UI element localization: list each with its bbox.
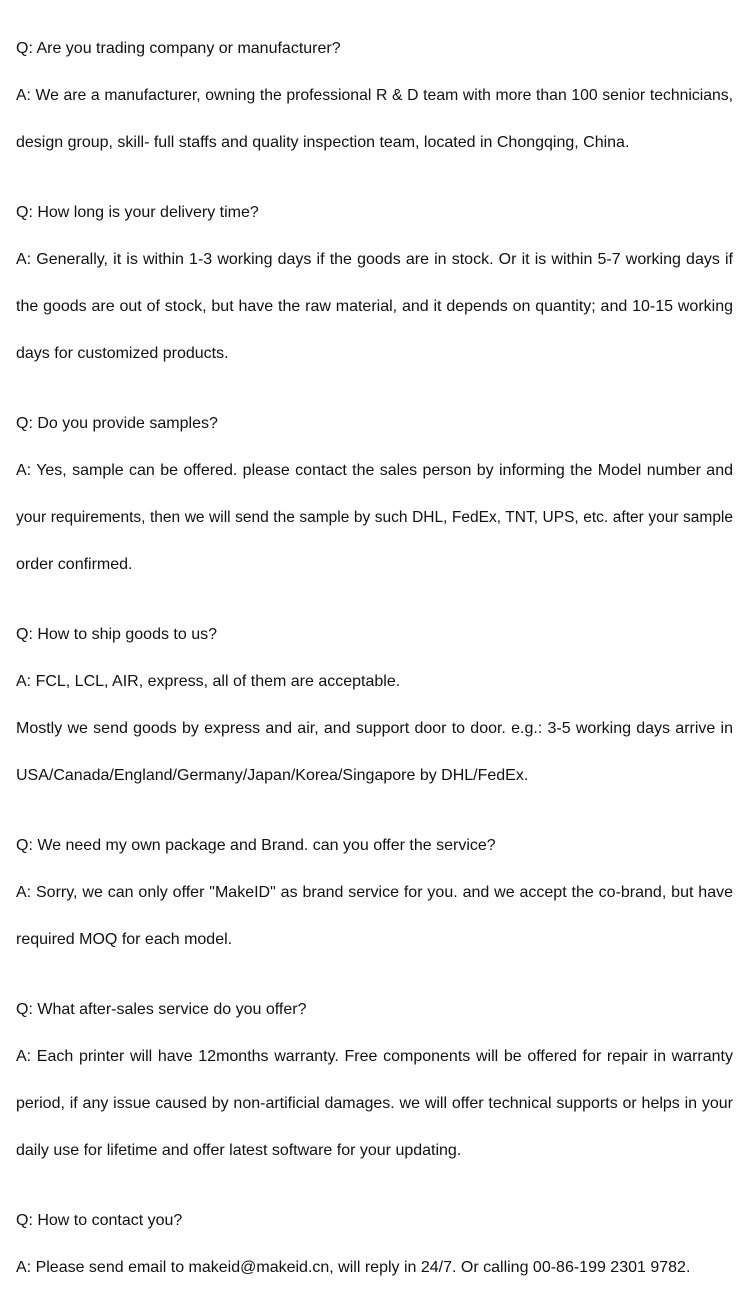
faq-section	[16, 400, 733, 588]
faq-question: Q: How to ship goods to us?	[16, 626, 217, 643]
faq-answer-line: period, if any issue caused by non-artificial damages. we will offer technical supports or helps in your	[16, 1095, 733, 1112]
faq-question: Q: Are you trading company or manufacturer?	[16, 40, 341, 57]
faq-answer-line: required MOQ for each model.	[16, 931, 233, 948]
faq-answer-line: Mostly we send goods by express and air, and support door to door. e.g.: 3-5 working days arrive in	[16, 720, 733, 737]
faq-section	[16, 25, 733, 166]
faq-answer-line: A: Generally, it is within 1-3 working days if the goods are in stock. Or it is within 5-7 working days if	[16, 251, 733, 268]
faq-answer-line: USA/Canada/England/Germany/Japan/Korea/Singapore by DHL/FedEx.	[16, 767, 529, 784]
faq-question: Q: How to contact you?	[16, 1212, 183, 1229]
faq-question: Q: We need my own package and Brand. can you offer the service?	[16, 837, 496, 854]
faq-question: Q: What after-sales service do you offer?	[16, 1001, 307, 1018]
faq-section	[16, 611, 733, 799]
faq-answer-line: A: We are a manufacturer, owning the professional R & D team with more than 100 senior technicians,	[16, 87, 733, 104]
faq-answer-line: A: Sorry, we can only offer "MakeID" as brand service for you. and we accept the co-brand, but have	[16, 884, 733, 901]
faq-answer-line: order confirmed.	[16, 556, 133, 573]
faq-section	[16, 822, 733, 963]
faq-answer-line: A: FCL, LCL, AIR, express, all of them are acceptable.	[16, 673, 401, 690]
faq-answer-line: daily use for lifetime and offer latest software for your updating.	[16, 1142, 462, 1159]
faq-answer-line: A: Please send email to makeid@makeid.cn, will reply in 24/7. Or calling 00-86-199 2301 9782.	[16, 1259, 691, 1276]
faq-answer-line: A: Yes, sample can be offered. please contact the sales person by informing the Model number and	[16, 462, 733, 479]
faq-question: Q: How long is your delivery time?	[16, 204, 259, 221]
faq-answer-line: days for customized products.	[16, 345, 229, 362]
faq-answer-line: your requirements, then we will send the sample by such DHL, FedEx, TNT, UPS, etc. after your sample	[16, 509, 733, 526]
faq-answer-line: A: Each printer will have 12months warranty. Free components will be offered for repair in warranty	[16, 1048, 733, 1065]
faq-section	[16, 189, 733, 377]
faq-list	[16, 25, 733, 1291]
faq-answer-line: design group, skill- full staffs and quality inspection team, located in Chongqing, China.	[16, 134, 630, 151]
faq-section	[16, 1197, 733, 1291]
faq-answer-line: the goods are out of stock, but have the raw material, and it depends on quantity; and 10-15 working	[16, 298, 733, 315]
faq-question: Q: Do you provide samples?	[16, 415, 218, 432]
faq-section	[16, 986, 733, 1174]
